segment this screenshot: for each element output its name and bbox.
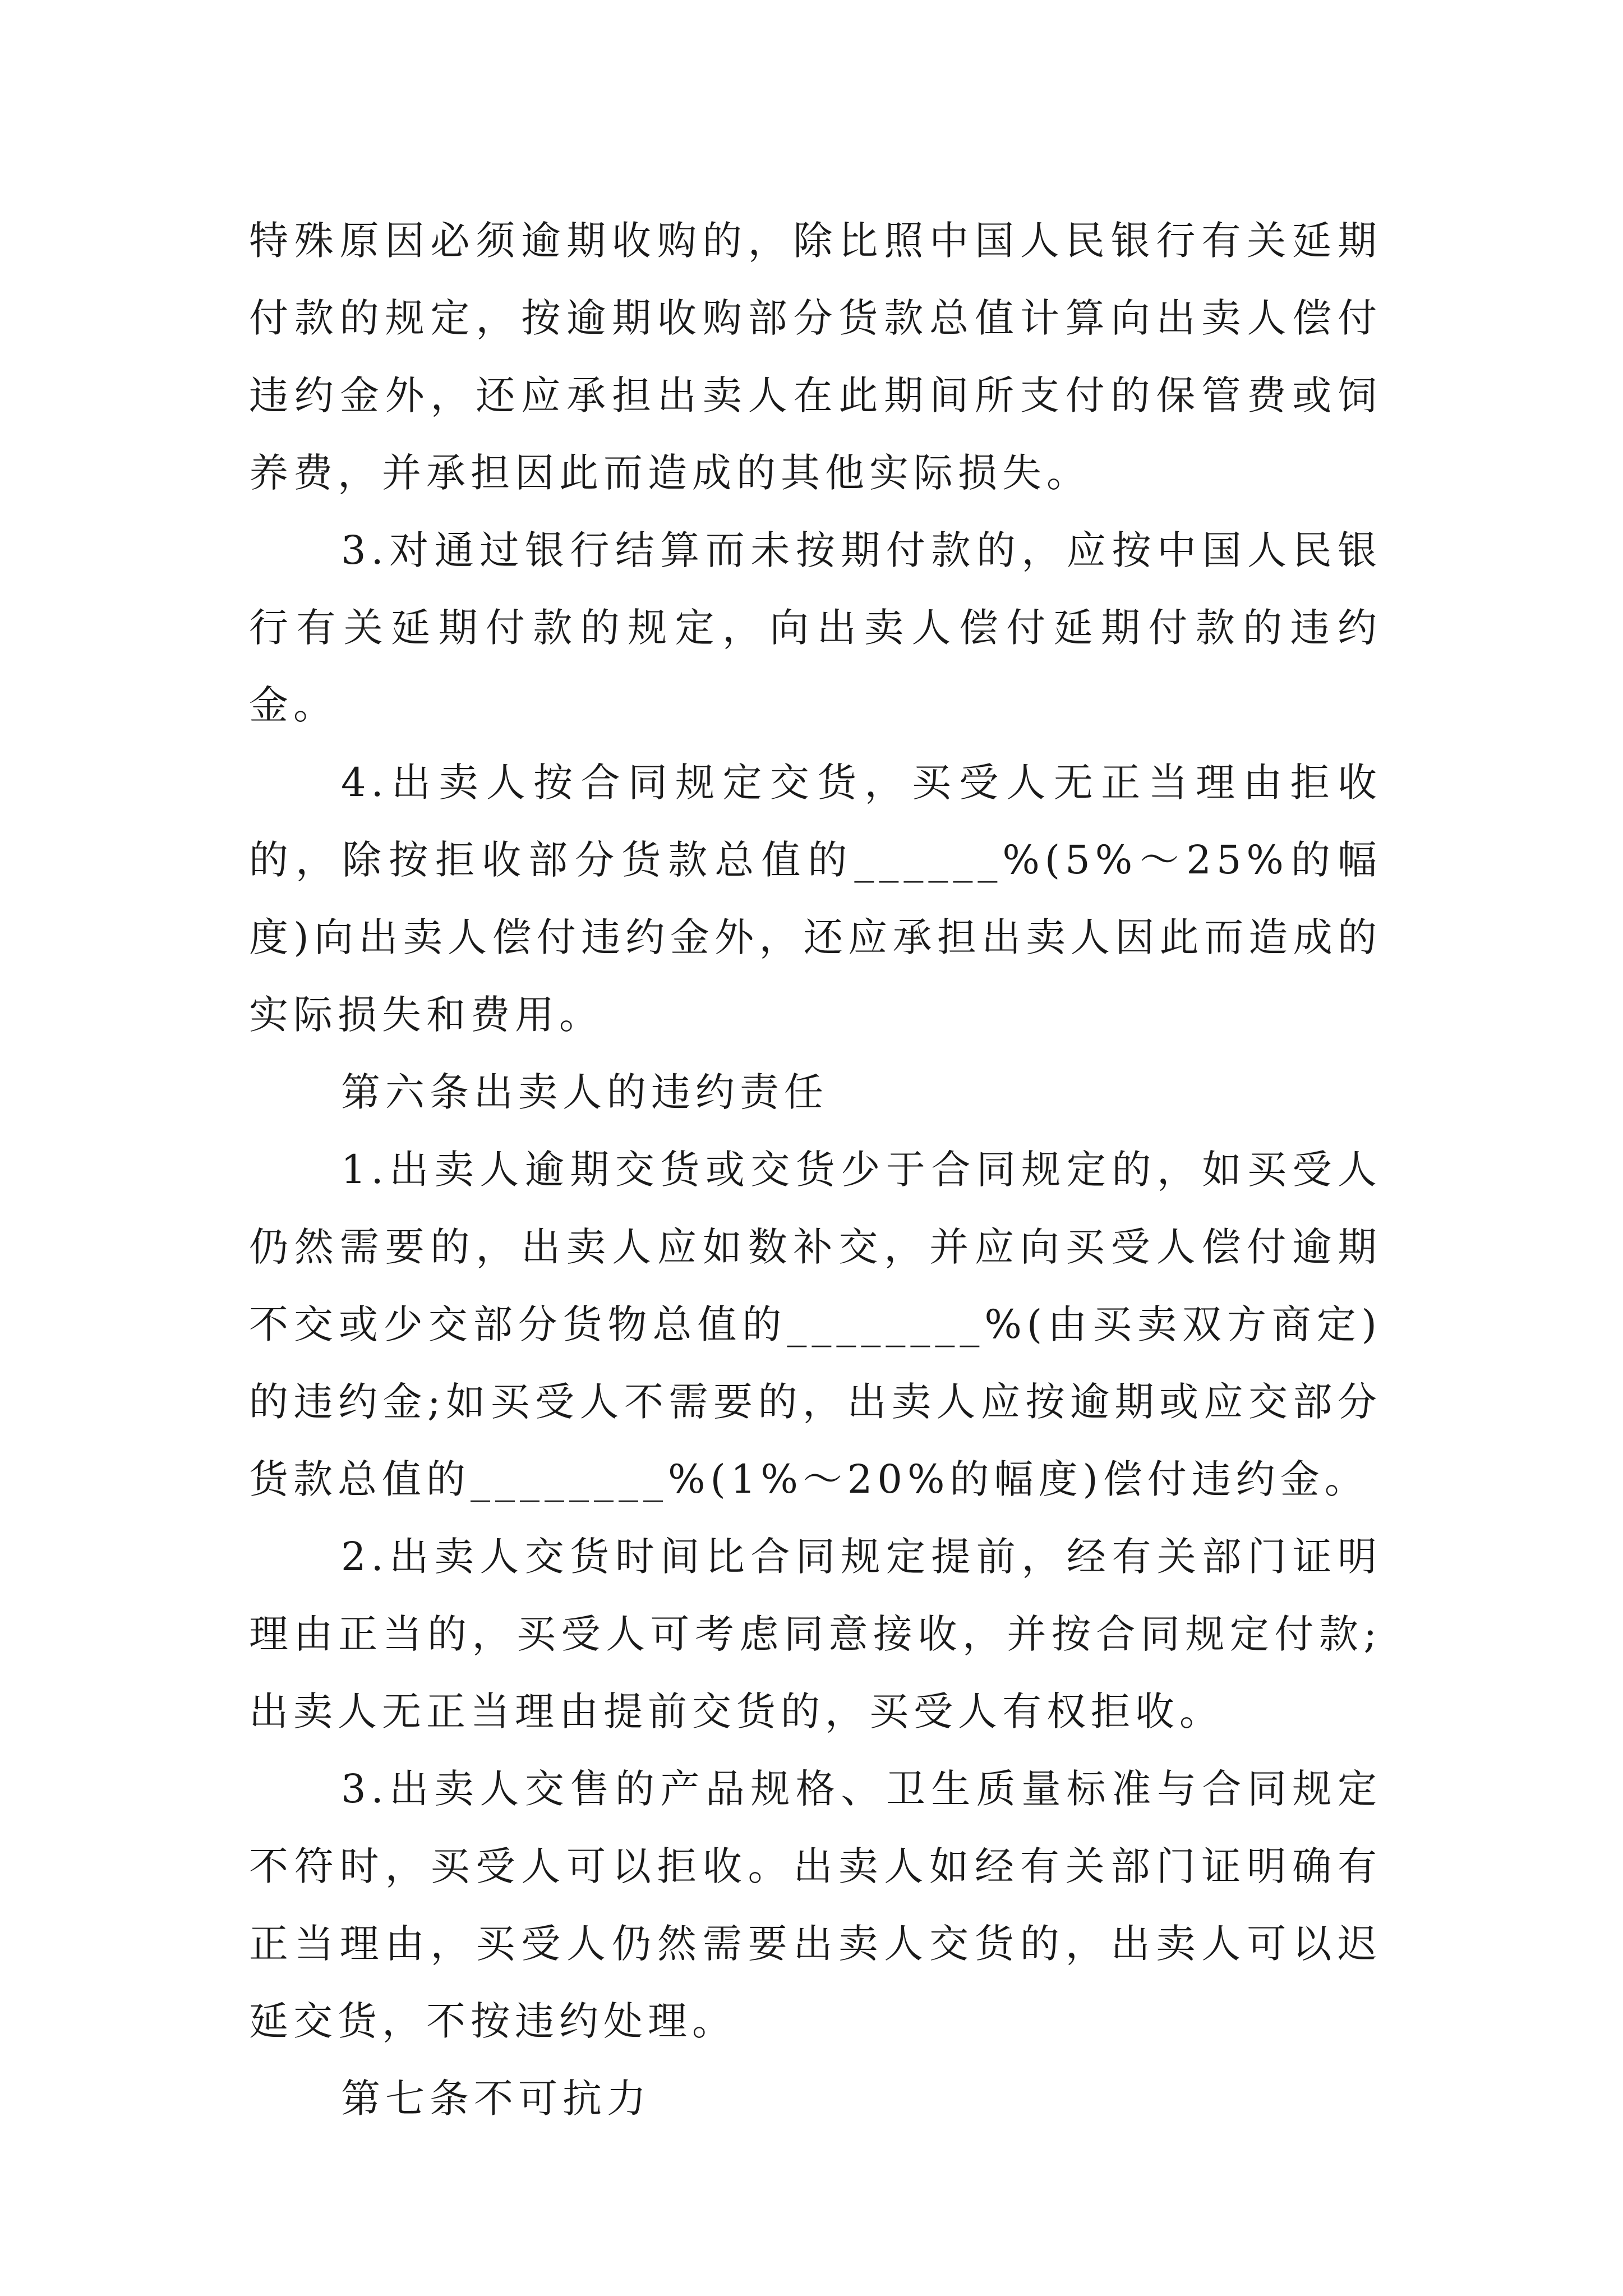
section-heading-article-7: 第七条不可抗力	[341, 2076, 651, 2122]
paragraph-continuation: 特殊原因必须逾期收购的，除比照中国人民银行有关延期付款的规定，按逾期收购部分货款总值计算向出卖人偿付违约金外，还应承担出卖人在此期间所支付的保管费或饲养费，并承担因此而造成的其他实际损失。	[249, 218, 1382, 496]
paragraph-clause-1-late-delivery: 1.出卖人逾期交货或交货少于合同规定的，如买受人仍然需要的，出卖人应如数补交，并应向买受人偿付逾期不交或少交部分货物总值的________%(由买卖双方商定)的违约金;如买受人不需要的，出卖人应按逾期或应交部分货款总值的________%(1%～20%的幅度)偿付违约金。	[249, 1147, 1382, 1502]
paragraph-clause-2-early-delivery: 2.出卖人交货时间比合同规定提前，经有关部门证明理由正当的，买受人可考虑同意接收，并按合同规定付款;出卖人无正当理由提前交货的，买受人有权拒收。	[249, 1534, 1382, 1734]
paragraph-clause-4-refusal: 4.出卖人按合同规定交货，买受人无正当理由拒收的，除按拒收部分货款总值的______%(5%～25%的幅度)向出卖人偿付违约金外，还应承担出卖人因此而造成的实际损失和费用。	[249, 760, 1382, 1038]
section-heading-article-6: 第六条出卖人的违约责任	[341, 1069, 828, 1115]
paragraph-clause-3-quality: 3.出卖人交售的产品规格、卫生质量标准与合同规定不符时，买受人可以拒收。出卖人如经有关部门证明确有正当理由，买受人仍然需要出卖人交货的，出卖人可以迟延交货，不按违约处理。	[249, 1766, 1382, 2044]
document-body	[249, 202, 1382, 2137]
paragraph-clause-3-bank-settlement: 3.对通过银行结算而未按期付款的，应按中国人民银行有关延期付款的规定，向出卖人偿付延期付款的违约金。	[249, 527, 1382, 728]
